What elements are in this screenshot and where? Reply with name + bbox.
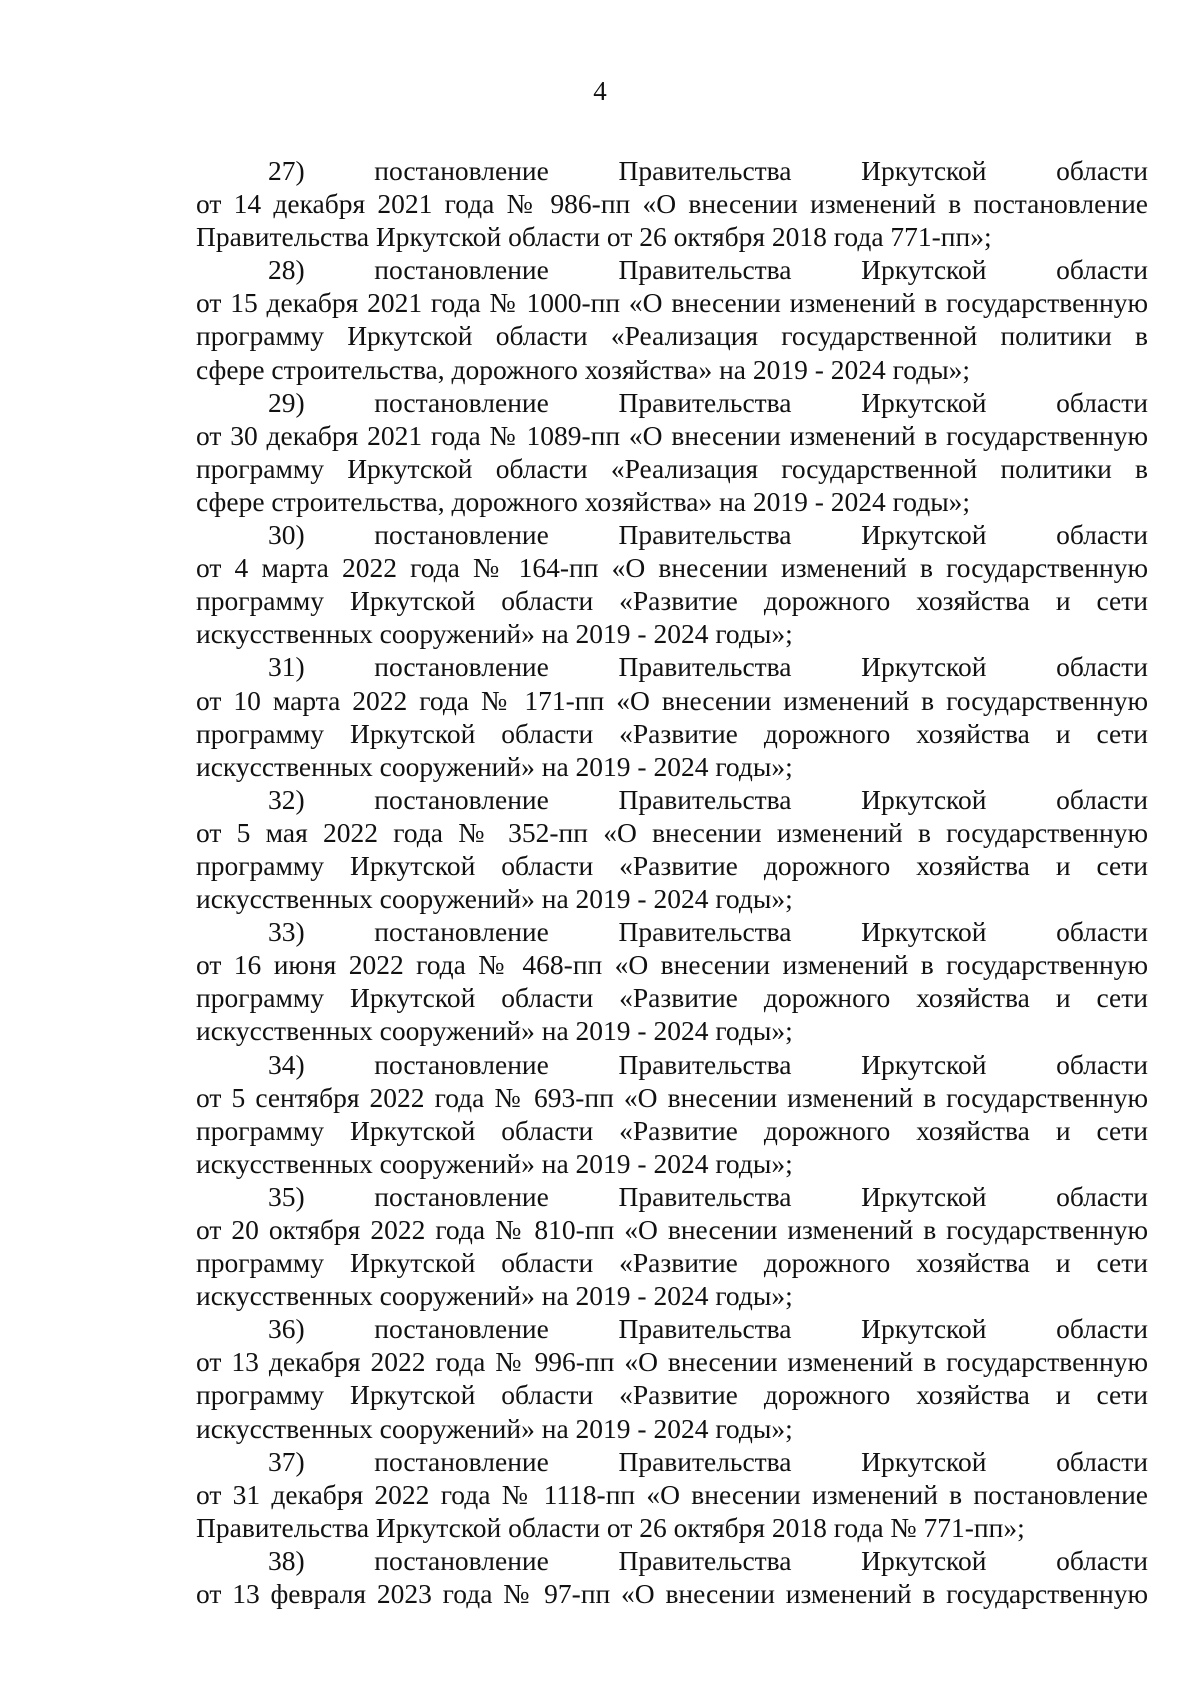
list-item-text-line: от 4 марта 2022 года № 164-пп «О внесении изменений в государственную bbox=[196, 552, 1148, 584]
list-item-text-line: от 20 октября 2022 года № 810-пп «О внесении изменений в государственную bbox=[196, 1214, 1148, 1245]
list-item bbox=[196, 1180, 1148, 1312]
list-item-text-line: программу Иркутской области «Развитие дорожного хозяйства и сети bbox=[196, 1247, 1148, 1279]
list-item-text-line: сфере строительства, дорожного хозяйства» на 2019 - 2024 годы»; bbox=[196, 353, 971, 385]
list-item-text-line: программу Иркутской области «Реализация государственной политики в bbox=[196, 452, 1148, 484]
list-item-heading-line: 36) постановление Правительства Иркутской области bbox=[268, 1313, 1148, 1345]
list-item-heading-line: 27) постановление Правительства Иркутской области bbox=[268, 155, 1148, 186]
list-item-text-line: программу Иркутской области «Развитие дорожного хозяйства и сети bbox=[196, 585, 1148, 617]
list-item-heading-line: 32) постановление Правительства Иркутской области bbox=[268, 783, 1148, 815]
list-item-text-line: Правительства Иркутской области от 26 октября 2018 года № 771-пп»; bbox=[196, 1511, 1025, 1543]
list-item-text-line: программу Иркутской области «Реализация государственной политики в bbox=[196, 320, 1148, 352]
list-item bbox=[196, 783, 1148, 915]
list-item-text-line: программу Иркутской области «Развитие дорожного хозяйства и сети bbox=[196, 849, 1148, 881]
list-item bbox=[196, 1544, 1148, 1610]
list-item bbox=[196, 1048, 1148, 1180]
list-item bbox=[196, 650, 1148, 782]
list-item-heading-line: 33) постановление Правительства Иркутской области bbox=[268, 916, 1148, 948]
list-item-text-line: программу Иркутской области «Развитие дорожного хозяйства и сети bbox=[196, 1114, 1148, 1146]
list-item-text-line: от 16 июня 2022 года № 468-пп «О внесении изменений в государственную bbox=[196, 949, 1148, 981]
list-item-text-line: от 13 декабря 2022 года № 996-пп «О внесении изменений в государственную bbox=[196, 1346, 1148, 1378]
list-item bbox=[196, 915, 1148, 1047]
list-item-text-line: искусственных сооружений» на 2019 - 2024 годы»; bbox=[196, 1280, 793, 1312]
list-item-text-line: от 13 февраля 2023 года № 97-пп «О внесении изменений в государственную bbox=[196, 1578, 1148, 1610]
list-item-text-line: искусственных сооружений» на 2019 - 2024 годы»; bbox=[196, 1147, 793, 1179]
list-item-text-line: сфере строительства, дорожного хозяйства» на 2019 - 2024 годы»; bbox=[196, 485, 971, 517]
list-item-text-line: искусственных сооружений» на 2019 - 2024 годы»; bbox=[196, 1015, 793, 1047]
list-item-text-line: от 30 декабря 2021 года № 1089-пп «О внесении изменений в государственную bbox=[196, 419, 1148, 451]
list-item bbox=[196, 154, 1148, 253]
list-item-text-line: искусственных сооружений» на 2019 - 2024 годы»; bbox=[196, 1412, 793, 1444]
list-item bbox=[196, 386, 1148, 518]
list-item-heading-line: 31) постановление Правительства Иркутской области bbox=[268, 651, 1148, 683]
list-item-heading-line: 29) постановление Правительства Иркутской области bbox=[268, 386, 1148, 418]
list-item-heading-line: 38) постановление Правительства Иркутской области bbox=[268, 1544, 1148, 1576]
list-item-heading-line: 37) постановление Правительства Иркутской области bbox=[268, 1445, 1148, 1477]
list-item-heading-line: 28) постановление Правительства Иркутской области bbox=[268, 254, 1148, 286]
list-item-text-line: от 5 сентября 2022 года № 693-пп «О внесении изменений в государственную bbox=[196, 1081, 1148, 1113]
list-item-text-line: искусственных сооружений» на 2019 - 2024 годы»; bbox=[196, 750, 793, 782]
list-item-heading-line: 34) постановление Правительства Иркутской области bbox=[268, 1048, 1148, 1080]
list-item-text-line: Правительства Иркутской области от 26 октября 2018 года 771-пп»; bbox=[196, 221, 992, 253]
list-item bbox=[196, 1445, 1148, 1544]
list-item-text-line: программу Иркутской области «Развитие дорожного хозяйства и сети bbox=[196, 717, 1148, 749]
list-item-text-line: от 10 марта 2022 года № 171-пп «О внесении изменений в государственную bbox=[196, 684, 1148, 716]
page-number: 4 bbox=[593, 76, 607, 106]
list-item-text-line: искусственных сооружений» на 2019 - 2024 годы»; bbox=[196, 883, 793, 915]
list-item-text-line: от 31 декабря 2022 года № 1118-пп «О внесении изменений в постановление bbox=[196, 1478, 1148, 1510]
list-item bbox=[196, 518, 1148, 650]
list-item-heading-line: 35) постановление Правительства Иркутской области bbox=[268, 1180, 1148, 1212]
list-item-text-line: искусственных сооружений» на 2019 - 2024 годы»; bbox=[196, 618, 793, 650]
list-item-heading-line: 30) постановление Правительства Иркутской области bbox=[268, 519, 1148, 551]
list-item-text-line: от 14 декабря 2021 года № 986-пп «О внесении изменений в постановление bbox=[196, 188, 1148, 220]
list-item bbox=[196, 253, 1148, 385]
list-item-text-line: программу Иркутской области «Развитие дорожного хозяйства и сети bbox=[196, 982, 1148, 1014]
list-item-text-line: от 5 мая 2022 года № 352-пп «О внесении изменений в государственную bbox=[196, 816, 1148, 848]
list-item bbox=[196, 1312, 1148, 1444]
document-body bbox=[196, 154, 1148, 1610]
list-item-text-line: от 15 декабря 2021 года № 1000-пп «О внесении изменений в государственную bbox=[196, 287, 1148, 319]
list-item-text-line: программу Иркутской области «Развитие дорожного хозяйства и сети bbox=[196, 1379, 1148, 1411]
